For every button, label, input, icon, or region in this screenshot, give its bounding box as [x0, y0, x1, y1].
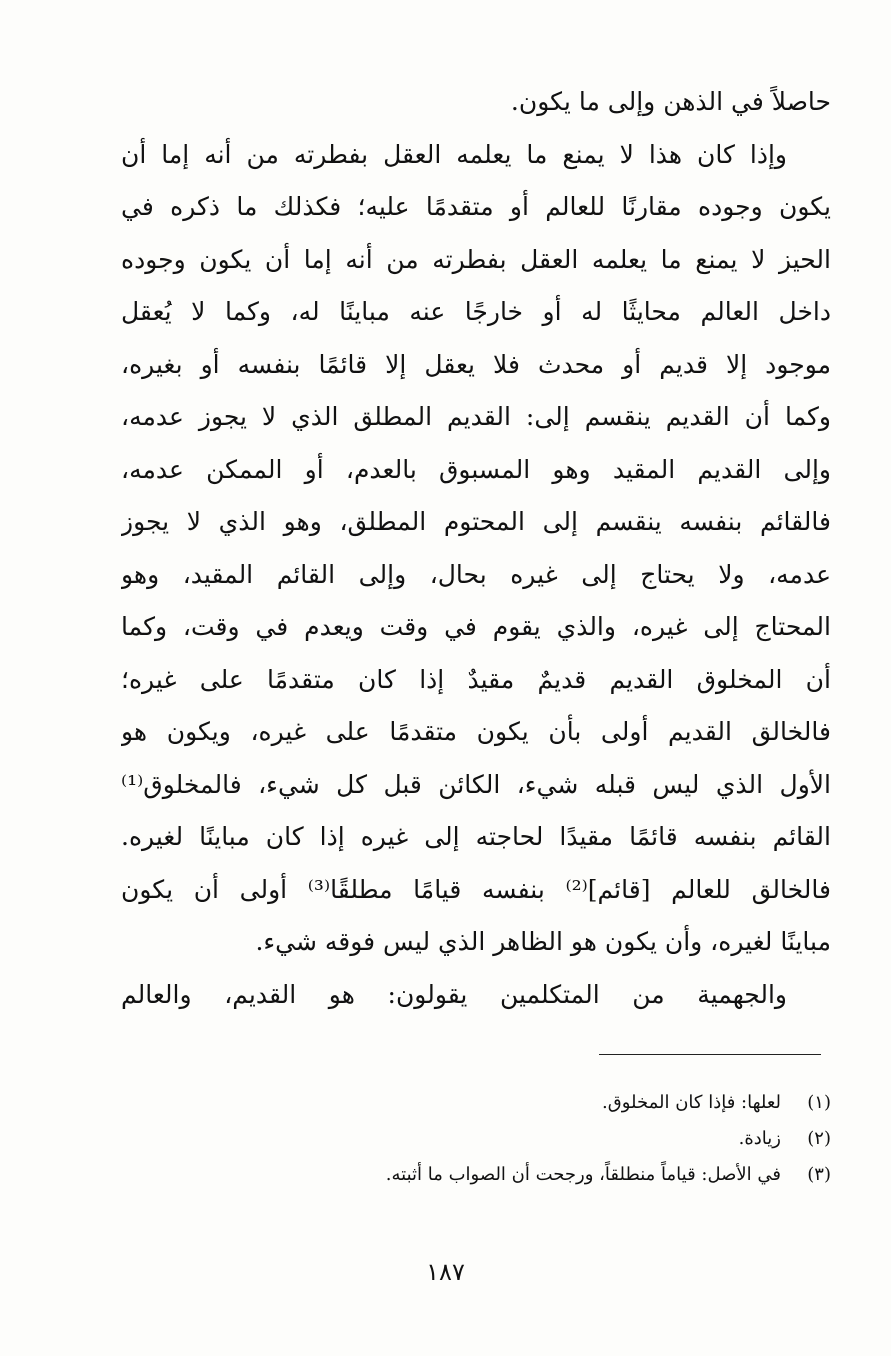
main-text	[121, 76, 831, 1021]
text-line: وكما أن القديم ينقسم إلى: القديم المطلق الذي لا يجوز عدمه،	[121, 402, 831, 431]
footnote	[111, 1121, 831, 1157]
text-line: موجود إلا قديم أو محدث فلا يعقل إلا قائمًا بنفسه أو بغيره،	[121, 349, 831, 379]
text-line: حاصلاً في الذهن وإلى ما يكون.	[510, 87, 831, 116]
text-line: والجهمية من المتكلمين يقولون: هو القديم، والعالم	[121, 979, 787, 1009]
footnote-separator	[599, 1054, 821, 1055]
footnotes	[111, 1085, 831, 1193]
text-line: داخل العالم محايثًا له أو خارجًا عنه مباينًا له، وكما لا يُعقل	[121, 297, 831, 326]
text-line: وإلى القديم المقيد وهو المسبوق بالعدم، أو الممكن عدمه،	[121, 454, 831, 484]
page-number: ١٨٧	[426, 1258, 465, 1286]
footnote-number: (٣)	[807, 1164, 831, 1185]
text-line: المحتاج إلى غيره، والذي يقوم في وقت ويعدم في وقت، وكما	[121, 612, 831, 641]
text-line: مباينًا لغيره، وأن يكون هو الظاهر الذي ليس فوقه شيء.	[255, 927, 831, 956]
text-line: عدمه، ولا يحتاج إلى غيره بحال، وإلى القائم المقيد، وهو	[121, 559, 831, 589]
text-line: فالخالق القديم أولى بأن يكون متقدمًا على غيره، ويكون هو	[121, 717, 831, 746]
text-line: وإذا كان هذا لا يمنع ما يعلمه العقل بفطرته من أنه إما أن	[121, 139, 787, 169]
text-line: فالقائم بنفسه ينقسم إلى المحتوم المطلق، وهو الذي لا يجوز	[121, 507, 831, 536]
footnote-text: في الأصل: قياماً منطلقاً، ورجحت أن الصواب ما أثبته.	[385, 1164, 781, 1185]
text-line: أن المخلوق القديم قديمٌ مقيدٌ إذا كان متقدمًا على غيره؛	[121, 664, 831, 694]
text-line: الحيز لا يمنع ما يعلمه العقل بفطرته من أنه إما أن يكون وجوده	[121, 244, 831, 274]
footnote-text: زيادة.	[738, 1128, 781, 1149]
text-line: القائم بنفسه قائمًا مقيدًا لحاجته إلى غيره إذا كان مباينًا لغيره.	[121, 822, 831, 851]
footnote	[111, 1085, 831, 1121]
footnote-number: (١)	[807, 1092, 831, 1113]
text-line: فالخالق للعالم [قائم]⁽²⁾ بنفسه قيامًا مطلقًا⁽³⁾ أولى أن يكون	[121, 874, 831, 904]
footnote-number: (٢)	[807, 1128, 831, 1149]
footnote-text: لعلها: فإذا كان المخلوق.	[602, 1092, 781, 1113]
text-line: يكون وجوده مقارنًا للعالم أو متقدمًا عليه؛ فكذلك ما ذكره في	[121, 192, 831, 221]
text-line: الأول الذي ليس قبله شيء، الكائن قبل كل شيء، فالمخلوق⁽¹⁾	[121, 769, 831, 799]
footnote	[111, 1157, 831, 1193]
